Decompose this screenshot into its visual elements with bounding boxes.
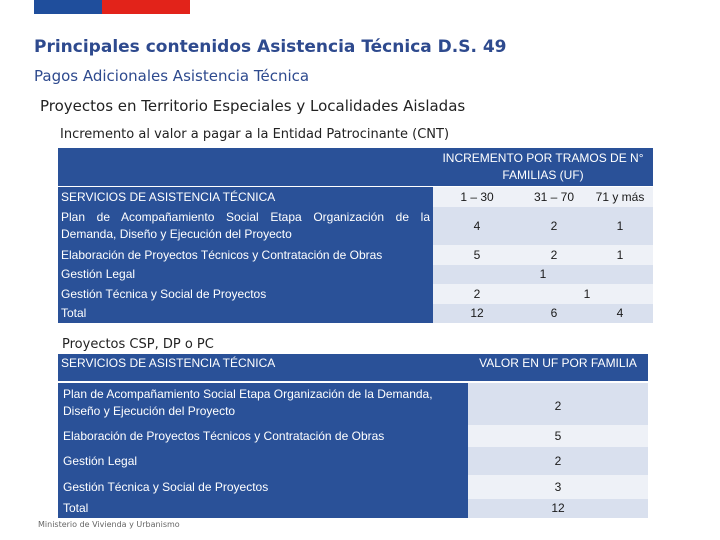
table2-service-header: SERVICIOS DE ASISTENCIA TÉCNICA	[58, 354, 468, 381]
table1-row-label: Gestión Legal	[58, 265, 433, 284]
page-subtitle: Pagos Adicionales Asistencia Técnica	[34, 67, 310, 85]
table2-cell: 3	[468, 475, 648, 499]
table1-row-label: Plan de Acompañamiento Social Etapa Organización de la Demanda, Diseño y Ejecución del Proyecto	[58, 207, 433, 245]
table1-group-header: INCREMENTO POR TRAMOS DE N° FAMILIAS (UF)	[433, 148, 653, 186]
table2-cell: 2	[468, 447, 648, 475]
table1-cell: 4	[433, 207, 521, 245]
table1-cell: 2	[521, 207, 587, 245]
section-heading: Proyectos en Territorio Especiales y Localidades Aisladas	[40, 97, 466, 115]
table1-header-blank	[58, 148, 433, 186]
table1-cell: 2	[521, 245, 587, 265]
table2-row-label: Gestión Legal	[58, 447, 468, 475]
table1-caption: Incremento al valor a pagar a la Entidad Patrocinante (CNT)	[60, 127, 450, 142]
table1-cell: 1	[521, 284, 653, 304]
table2-cell: 12	[468, 499, 648, 518]
table1-cell: 1	[587, 245, 653, 265]
table2-value-header: VALOR EN UF POR FAMILIA	[468, 354, 648, 381]
table2-caption: Proyectos CSP, DP o PC	[62, 337, 214, 352]
table1-cell: 6	[521, 304, 587, 323]
table1-cell: 12	[433, 304, 521, 323]
table1-cell: 2	[433, 284, 521, 304]
table1-cell: 5	[433, 245, 521, 265]
table1-cell: 4	[587, 304, 653, 323]
brand-bar-blue	[34, 0, 102, 14]
table1-row-label: Elaboración de Proyectos Técnicos y Contratación de Obras	[58, 245, 433, 265]
table2-cell: 5	[468, 425, 648, 447]
table1-cell: 1	[433, 265, 653, 284]
table2-row-label: Plan de Acompañamiento Social Etapa Organización de la Demanda, Diseño y Ejecución del Proyecto	[58, 383, 468, 425]
table1-tramo-header: 31 – 70	[521, 187, 587, 207]
table2-row-label: Elaboración de Proyectos Técnicos y Contratación de Obras	[58, 425, 468, 447]
table2-cell: 2	[468, 383, 648, 425]
table1-row-label: Total	[58, 304, 433, 323]
brand-bar-red	[102, 0, 190, 14]
table1-tramo-header: 1 – 30	[433, 187, 521, 207]
page-title: Principales contenidos Asistencia Técnica D.S. 49	[34, 37, 507, 57]
table1-service-header: SERVICIOS DE ASISTENCIA TÉCNICA	[58, 187, 433, 207]
table1-row-label: Gestión Técnica y Social de Proyectos	[58, 284, 433, 304]
table1-tramo-header: 71 y más	[587, 187, 653, 207]
table2-row-label: Total	[58, 499, 468, 518]
footer-ministry: Ministerio de Vivienda y Urbanismo	[38, 520, 180, 529]
table1-cell: 1	[587, 207, 653, 245]
table2-row-label: Gestión Técnica y Social de Proyectos	[58, 475, 468, 499]
